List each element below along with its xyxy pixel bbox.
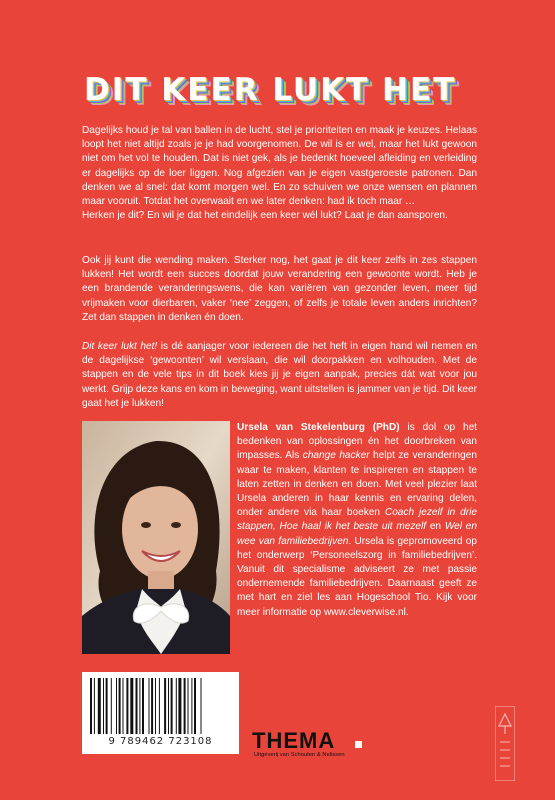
- author-bio-text-1: is dol op het bedenken van oplossingen én het doorbreken van impasses. Als: [237, 422, 477, 462]
- intro-paragraph-3: [82, 340, 477, 411]
- author-photo: [82, 421, 230, 654]
- intro-text-3: is dé aanjager voor iedereen die het heft in eigen hand wil nemen en de dagelijkse ‘gewoonten’ wil verslaan, die wil doorpakken en volhouden. Met de stappen en de vele tips in dit boek kies jij je eigen aanpak, precies dát wat voor jou werkt. Grijp deze kans en kom in beweging, want uitstellen is jammer van je tijd. Dit keer gaat het je lukken!: [82, 341, 477, 409]
- author-bio-text-4: . Ursela is gepromoveerd op het onderwerp ‘Personeelszorg in familiebedrijven’. Vanuit dit specialisme adviseert ze met passie ondernemende familiebedrijven. Daarnaast geeft ze met hart en ziel les aan Hogeschool Tio. Kijk voor meer informatie op www.cleverwise.nl.: [237, 535, 477, 618]
- intro-text-1: Dagelijks houd je tal van ballen in de lucht, stel je prioriteiten en maak je keuzes. Helaas loopt het niet altijd zoals je je had voorgenomen. De wil is er wel, maar het lukt gewoon niet om het vol te houden. Dat is niet gek, als je bedenkt hoeveel afleiding en verleiding er dagelijks op de loer liggen. Nog afgezien van je eigen vastgeroeste patronen. Dan denken we al snel: dat komt morgen wel. En zo schuiven we onze wensen en plannen maar vooruit. Totdat het overwaait en we later denken: had ik toch maar …: [82, 125, 477, 208]
- book-title: DIT KEER LUKT HET: [84, 72, 457, 108]
- intro-paragraph-1: [82, 124, 477, 223]
- author-bio: [237, 421, 477, 620]
- fsc-label-icon: [495, 706, 515, 781]
- publisher-logo-text: THEMA: [252, 728, 336, 753]
- author-role: change hacker: [302, 450, 370, 462]
- author-bio-text-3: en: [426, 521, 445, 533]
- isbn-number: 9 789462 723108: [108, 736, 213, 747]
- book-title-inline: Dit keer lukt het!: [82, 341, 158, 352]
- barcode-bars-icon: [90, 678, 231, 736]
- barcode: [82, 672, 239, 754]
- intro-text-2: Ook jij kunt die wending maken. Sterker nog, het gaat je dit keer zelfs in zes stappen lukken! Het wordt een succes doordat jouw verandering een gewoonte wordt. Heb je een brandende veranderingswens, die kan variëren van gezonder leven, meer tijd vrijmaken voor dierbaren, vaker ‘nee’ zeggen, of zelfs je totale leven anders inrichten? Zet dan stappen in denken én doen.: [82, 255, 477, 323]
- author-bio-text-2: helpt ze veranderingen waar te maken, klanten te inspireren en stappen te laten zetten in denken en doen. Met veel plezier laat Ursela anderen in haar kennis en ervaring delen, onder andere via haar boeken: [237, 450, 477, 519]
- author-name: Ursela van Stekelenburg (PhD): [237, 422, 400, 433]
- author-book-2: Wel en wee van familiebedrijven: [237, 521, 478, 547]
- author-book-1: Coach jezelf in drie stappen, Hoe haal ik het beste uit mezelf: [237, 507, 477, 533]
- publisher-logo: [252, 728, 362, 752]
- author-portrait-image: [82, 421, 230, 654]
- publisher-name: Uitgeverij van Schouten & Nelissen: [254, 752, 345, 758]
- logo-dot-icon: [355, 741, 362, 748]
- intro-text-1b: Herken je dit? En wil je dat het eindelijk een keer wél lukt? Laat je dan aansporen.: [82, 210, 448, 222]
- intro-paragraph-2: [82, 254, 477, 325]
